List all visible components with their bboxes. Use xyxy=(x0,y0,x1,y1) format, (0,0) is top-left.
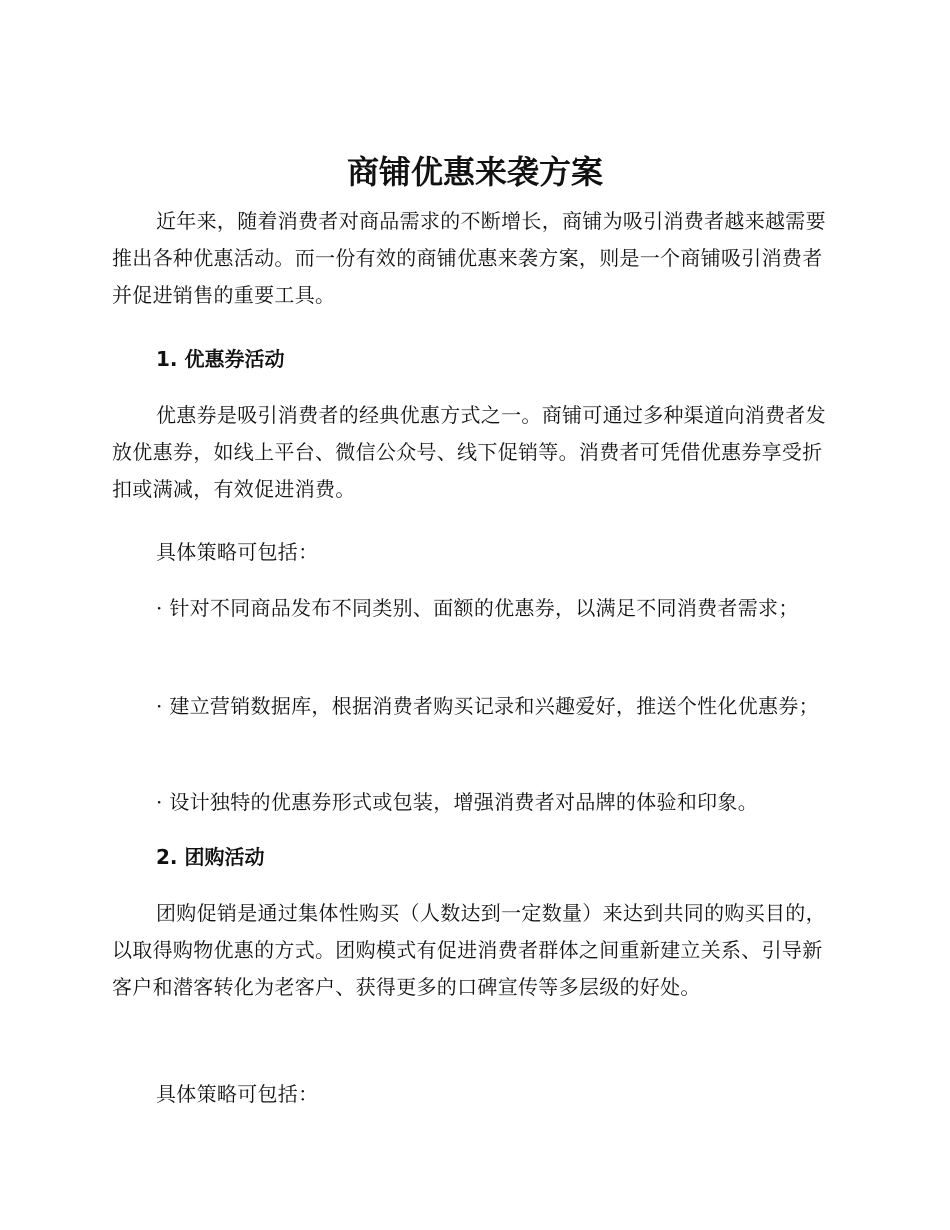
section-1-bullet-1: · 针对不同商品发布不同类别、面额的优惠券，以满足不同消费者需求； xyxy=(156,596,799,620)
section-2-heading: 2. 团购活动 xyxy=(156,845,265,869)
section-1-bullet-2: · 建立营销数据库，根据消费者购买记录和兴趣爱好，推送个性化优惠券； xyxy=(156,694,819,718)
intro-paragraph: 近年来，随着消费者对商品需求的不断增长，商铺为吸引消费者越来越需要推出各种优惠活动。而一份有效的商铺优惠来袭方案，则是一个商铺吸引消费者并促进销售的重要工具。 xyxy=(112,209,826,307)
document-title: 商铺优惠来袭方案 xyxy=(346,153,603,191)
section-1-heading: 1. 优惠券活动 xyxy=(156,347,285,371)
section-2-strategy-label: 具体策略可包括： xyxy=(156,1082,319,1106)
section-1-strategy-label: 具体策略可包括： xyxy=(156,540,319,564)
section-1-paragraph: 优惠券是吸引消费者的经典优惠方式之一。商铺可通过多种渠道向消费者发放优惠券，如线上平台、微信公众号、线下促销等。消费者可凭借优惠券享受折扣或满减，有效促进消费。 xyxy=(112,403,826,501)
section-2-paragraph: 团购促销是通过集体性购买（人数达到一定数量）来达到共同的购买目的，以取得购物优惠的方式。团购模式有促进消费者群体之间重新建立关系、引导新客户和潜客转化为老客户、获得更多的口碑宣传等多层级的好处。 xyxy=(112,901,826,999)
section-1-bullet-3: · 设计独特的优惠券形式或包装，增强消费者对品牌的体验和印象。 xyxy=(156,790,759,814)
